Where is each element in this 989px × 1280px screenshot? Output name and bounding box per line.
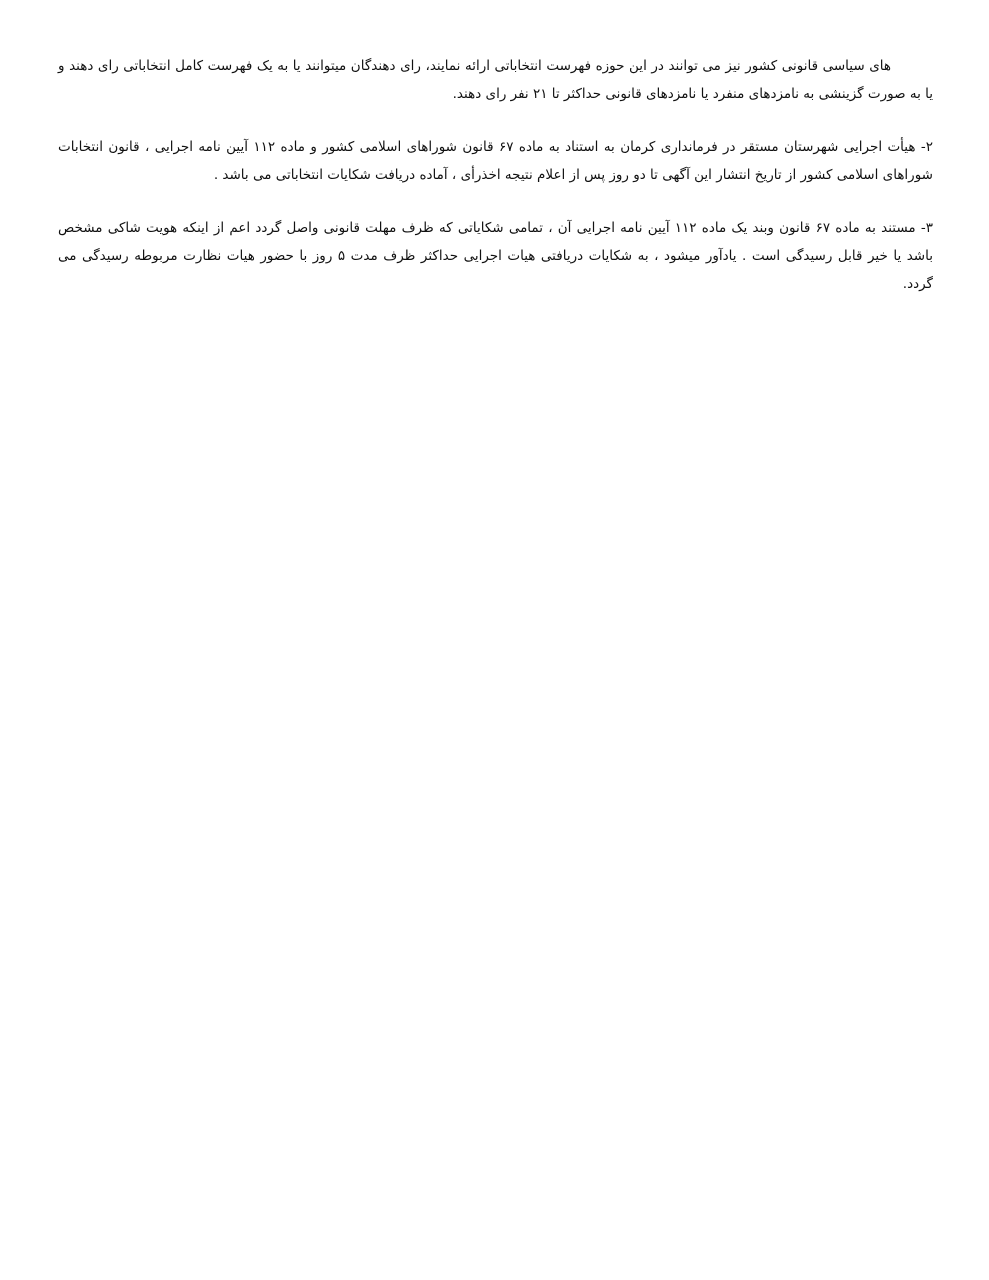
paragraph-continuation: های سیاسی قانونی کشور نیز می توانند در این حوزه فهرست انتخاباتی ارائه نمایند، رای دهندگان میتوانند یا به یک فهرست کامل انتخاباتی رای دهند و یا به صورت گزینشی به نامزدهای منفرد یا نامزدهای قانونی حداکثر تا ۲۱ نفر رای دهند.: [58, 58, 933, 102]
document-body: [58, 52, 933, 323]
paragraph-item-3: ۳- مستند به ماده ۶۷ قانون وبند یک ماده ۱۱۲ آیین نامه اجرایی آن ، تمامی شکایاتی که ظرف مهلت قانونی واصل گردد اعم از اینکه هویت شاکی مشخص باشد یا خیر قابل رسیدگی است . یادآور میشود ، به شکایات دریافتی هیات اجرایی حداکثر ظرف مدت ۵ روز با حضور هیات نظارت مربوطه رسیدگی می گردد.: [58, 220, 934, 292]
paragraph-item-2: ۲- هیأت اجرایی شهرستان مستقر در فرمانداری کرمان به استناد به ماده ۶۷ قانون شوراهای اسلامی کشور و ماده ۱۱۲ آیین نامه اجرایی ، قانون انتخابات شوراهای اسلامی کشور از تاریخ انتشار این آگهی تا دو روز پس از اعلام نتیجه اخذرأی ، آماده دریافت شکایات انتخاباتی می باشد .: [58, 139, 933, 183]
